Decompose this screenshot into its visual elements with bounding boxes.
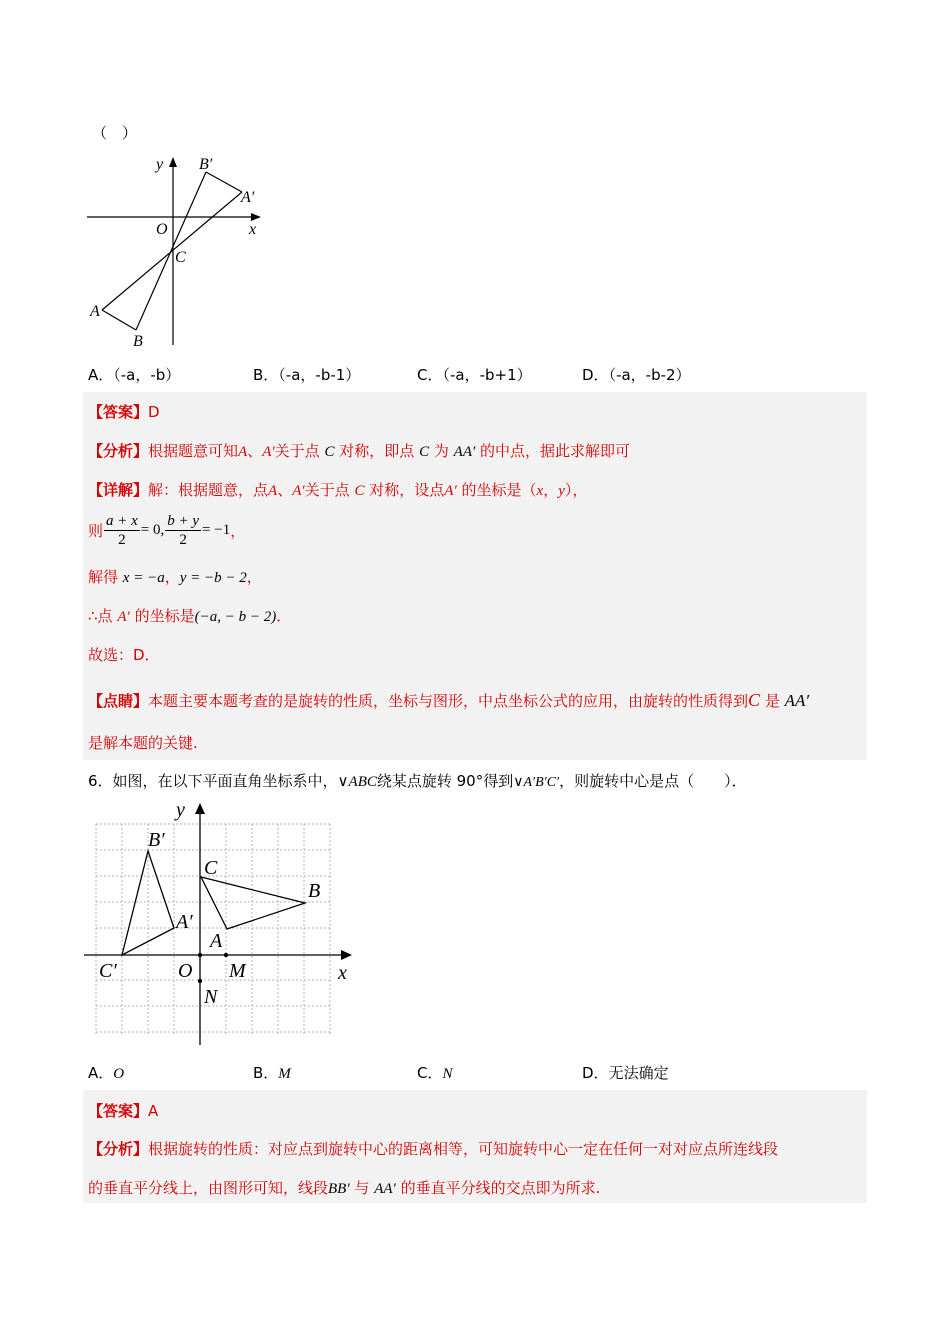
label-c: C — [204, 857, 218, 879]
segment-aap — [102, 192, 242, 310]
segment-ab — [102, 310, 136, 330]
q5-figure — [85, 150, 270, 350]
q5-option-c[interactable]: C．（-a，-b+1） — [417, 366, 532, 384]
q6-analysis-line2: 的垂直平分线上，由图形可知，线段BB′ 与 AA′ 的垂直平分线的交点即为所求. — [88, 1179, 601, 1197]
q5-option-d[interactable]: D．（-a，-b-2） — [582, 366, 691, 384]
label-bp: B′ — [199, 156, 213, 173]
label-c: C — [175, 249, 186, 266]
q5-detail-line2: 则 $\frac{a + x}{2}$ = 0, $\frac{b + y}{2}$ = −1， — [88, 513, 246, 548]
label-x: x — [338, 962, 347, 984]
q5-paren: （ ） — [92, 124, 138, 142]
label-a: A — [210, 930, 223, 952]
y-axis-arrow — [195, 803, 205, 814]
x-axis-arrow — [341, 950, 352, 960]
label-y: y — [176, 799, 185, 821]
q6-option-b[interactable]: B．M — [253, 1064, 291, 1082]
segment-apbp — [206, 172, 242, 192]
label-bp: B′ — [148, 829, 165, 851]
point-n — [198, 979, 202, 983]
q5-comment-line1: 【点睛】本题主要本题考查的是旋转的性质，坐标与图形，中点坐标公式的应用，由旋转的性质得到C 是 AA′ — [88, 690, 810, 710]
q5-detail-line1: 【详解】解：根据题意，点A、A′关于点 C 对称，设点A′ 的坐标是（x，y）， — [88, 481, 588, 499]
q5-detail-line5: 故选：D． — [88, 646, 160, 664]
q6-option-c[interactable]: C．N — [417, 1064, 453, 1082]
q5-answer: 【答案】D — [88, 403, 160, 421]
q5-comment-line2: 是解本题的关键. — [88, 734, 198, 752]
label-y: y — [156, 156, 164, 173]
label-ap: A′ — [176, 911, 193, 933]
label-b: B — [308, 880, 321, 902]
segment-bbp — [136, 172, 206, 330]
label-o: O — [178, 960, 193, 982]
q6-figure — [80, 795, 360, 1050]
label-m: M — [229, 960, 246, 982]
label-o: O — [156, 221, 168, 238]
label-n: N — [204, 986, 218, 1008]
q5-option-b[interactable]: B．（-a，-b-1） — [253, 366, 361, 384]
q6-option-a[interactable]: A．O — [88, 1064, 125, 1082]
label-cp: C′ — [99, 960, 117, 982]
label-b: B — [133, 333, 143, 350]
triangle-apbpcp — [122, 851, 174, 955]
q6-option-d[interactable]: D．无法确定 — [582, 1064, 669, 1082]
label-ap: A′ — [241, 189, 255, 206]
q5-detail-line4: ∴点 A′ 的坐标是(−a, − b − 2)． — [88, 607, 292, 625]
q5-option-a[interactable]: A．（-a，-b） — [88, 366, 181, 384]
label-x: x — [249, 221, 257, 238]
label-a: A — [90, 303, 100, 320]
q6-analysis-line1: 【分析】根据旋转的性质：对应点到旋转中心的距离相等，可知旋转中心一定在任何一对对应点所连线段 — [88, 1140, 779, 1158]
q6-answer: 【答案】A — [88, 1102, 159, 1120]
q5-analysis: 【分析】根据题意可知A、A′关于点 C 对称，即点 C 为 AA′ 的中点，据此求解即可 — [88, 442, 631, 460]
q6-stem: 6．如图，在以下平面直角坐标系中，∨ABC绕某点旋转 90°得到∨A′B′C′，则旋转中心是点（ ）． — [88, 772, 747, 790]
triangle-abc — [201, 877, 305, 929]
point-o — [198, 953, 202, 957]
point-m — [224, 953, 228, 957]
y-axis-arrow — [169, 157, 177, 167]
x-axis-arrow — [251, 213, 261, 221]
q5-detail-line3: 解得 x = −a，y = −b − 2， — [88, 568, 262, 586]
